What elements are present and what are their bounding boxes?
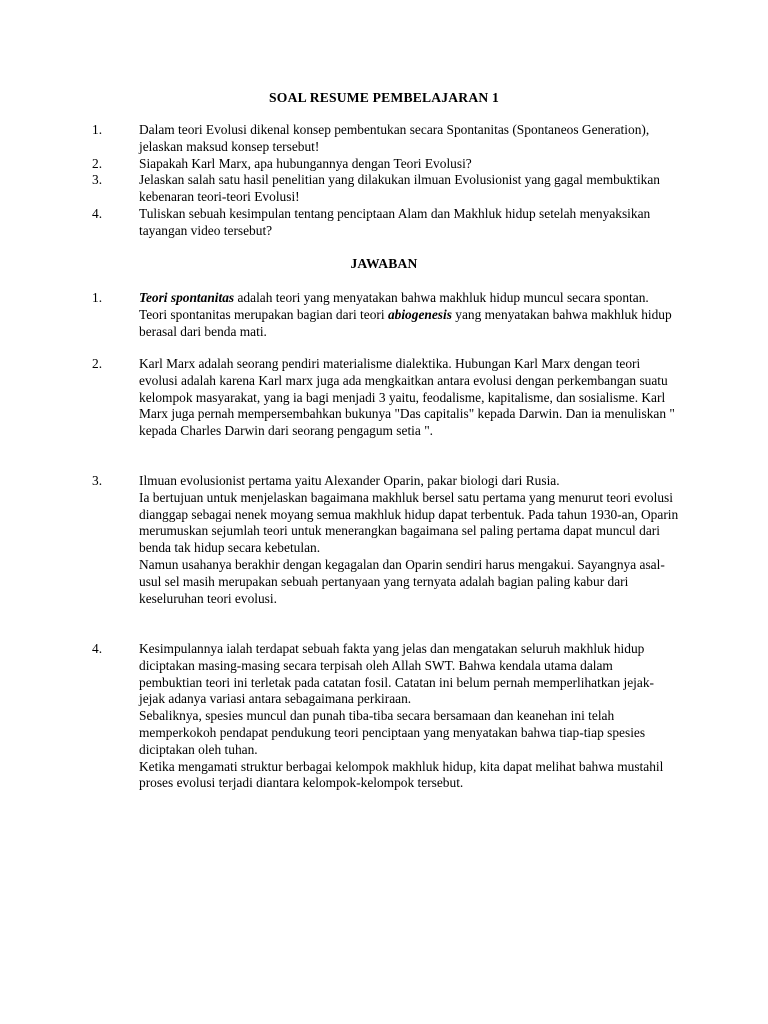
question-item-3	[0, 172, 679, 206]
question-item-1	[0, 122, 679, 156]
answer-term-abiogenesis: abiogenesis	[387, 306, 452, 322]
answer-item-1	[0, 290, 768, 340]
answer-paragraph: Kesimpulannya ialah terdapat sebuah fakta yang jelas dan mengatakan seluruh makhluk hidup diciptakan masing-masing secara terpisah oleh Allah SWT. Bahwa kendala utama dalam pembuktian teori ini terletak pada catatan fosil. Catatan ini belum pernah memperlihatkan jejak-jejak adanya variasi antara sebagaimana perkiraan.	[139, 641, 654, 707]
question-item-4	[0, 206, 679, 240]
answer-item-2	[0, 356, 768, 440]
answer-text: Karl Marx adalah seorang pendiri materialisme dialektika. Hubungan Karl Marx dengan teori evolusi adalah karena Karl marx juga ada mengkaitkan antara evolusi dengan perkembangan suatu kelompok masyarakat, yang ia bagi menjadi 3 yaitu, feodalisme, kapitalisme, dan sosialisme. Karl Marx juga pernah mempersembahkan bukunya "Das capitalis" kepada Darwin. Dan ia menuliskan " kepada Charles Darwin dari seorang pengagum setia ".	[139, 356, 675, 439]
answer-paragraph: Sebaliknya, spesies muncul dan punah tiba-tiba secara bersamaan dan keanehan ini telah memperkokoh pendapat pendukung teori penciptaan yang menyatakan bahwa tiap-tiap spesies diciptakan oleh tuhan.	[139, 708, 646, 757]
answer-body	[0, 356, 679, 440]
question-number: 3.	[92, 172, 103, 188]
answer-paragraph: Ia bertujuan untuk menjelaskan bagaimana makhluk bersel satu pertama yang menurut teori evolusi dianggap sebagai nenek moyang semua makhluk hidup dapat terbentuk. Pada tahun 1930-an, Oparin merumuskan sejumlah teori untuk menerangkan bagaimana sel paling pertama dapat muncul dari benda tak hidup secara kebetulan.	[139, 489, 679, 556]
question-number: 2.	[92, 155, 103, 171]
document-title: SOAL RESUME PEMBELAJARAN 1	[269, 90, 499, 105]
answer-item-3	[0, 473, 768, 607]
answer-item-4	[0, 641, 768, 792]
question-text: Jelaskan salah satu hasil penelitian yang dilakukan ilmuan Evolusionist yang gagal membuktikan kebenaran teori-teori Evolusi!	[139, 172, 661, 205]
question-text: Tuliskan sebuah kesimpulan tentang penciptaan Alam dan Makhluk hidup setelah menyaksikan tayangan video tersebut?	[139, 205, 651, 238]
answer-body	[0, 290, 679, 340]
answers-title: JAWABAN	[350, 256, 418, 271]
answer-number: 4.	[92, 641, 103, 656]
question-text: Dalam teori Evolusi dikenal konsep pembentukan secara Spontanitas (Spontaneos Generation), jelaskan maksud konsep tersebut!	[139, 122, 650, 154]
answer-body	[0, 641, 679, 792]
answer-number: 1.	[92, 290, 103, 305]
answer-text: adalah teori yang menyatakan bahwa makhluk hidup muncul secara spontan. Teori spontanitas merupakan bagian dari teori	[139, 290, 649, 322]
question-number: 1.	[92, 122, 103, 137]
questions-list	[0, 122, 768, 240]
answer-number: 2.	[92, 356, 103, 371]
answer-term-spontanitas: Teori spontanitas	[139, 290, 235, 305]
question-text: Siapakah Karl Marx, apa hubungannya dengan Teori Evolusi?	[139, 155, 472, 171]
answer-paragraph: Namun usahanya berakhir dengan kegagalan dan Oparin sendiri harus mengakui. Sayangnya asal-usul sel masih merupakan sebuah pertanyaan yang ternyata adalah bagian paling kabur dari keseluruhan teori evolusi.	[139, 556, 665, 606]
answer-body	[0, 473, 679, 607]
answer-text: yang menyatakan bahwa makhluk hidup berasal dari benda mati.	[139, 306, 672, 339]
question-item-2	[0, 156, 679, 173]
answer-paragraph: Ketika mengamati struktur berbagai kelompok makhluk hidup, kita dapat melihat bahwa mustahil proses evolusi terjadi diantara kelompok-kelompok tersebut.	[139, 758, 664, 791]
answer-number: 3.	[92, 473, 103, 488]
answer-paragraph: Ilmuan evolusionist pertama yaitu Alexander Oparin, pakar biologi dari Rusia.	[139, 473, 560, 488]
question-number: 4.	[92, 205, 103, 221]
